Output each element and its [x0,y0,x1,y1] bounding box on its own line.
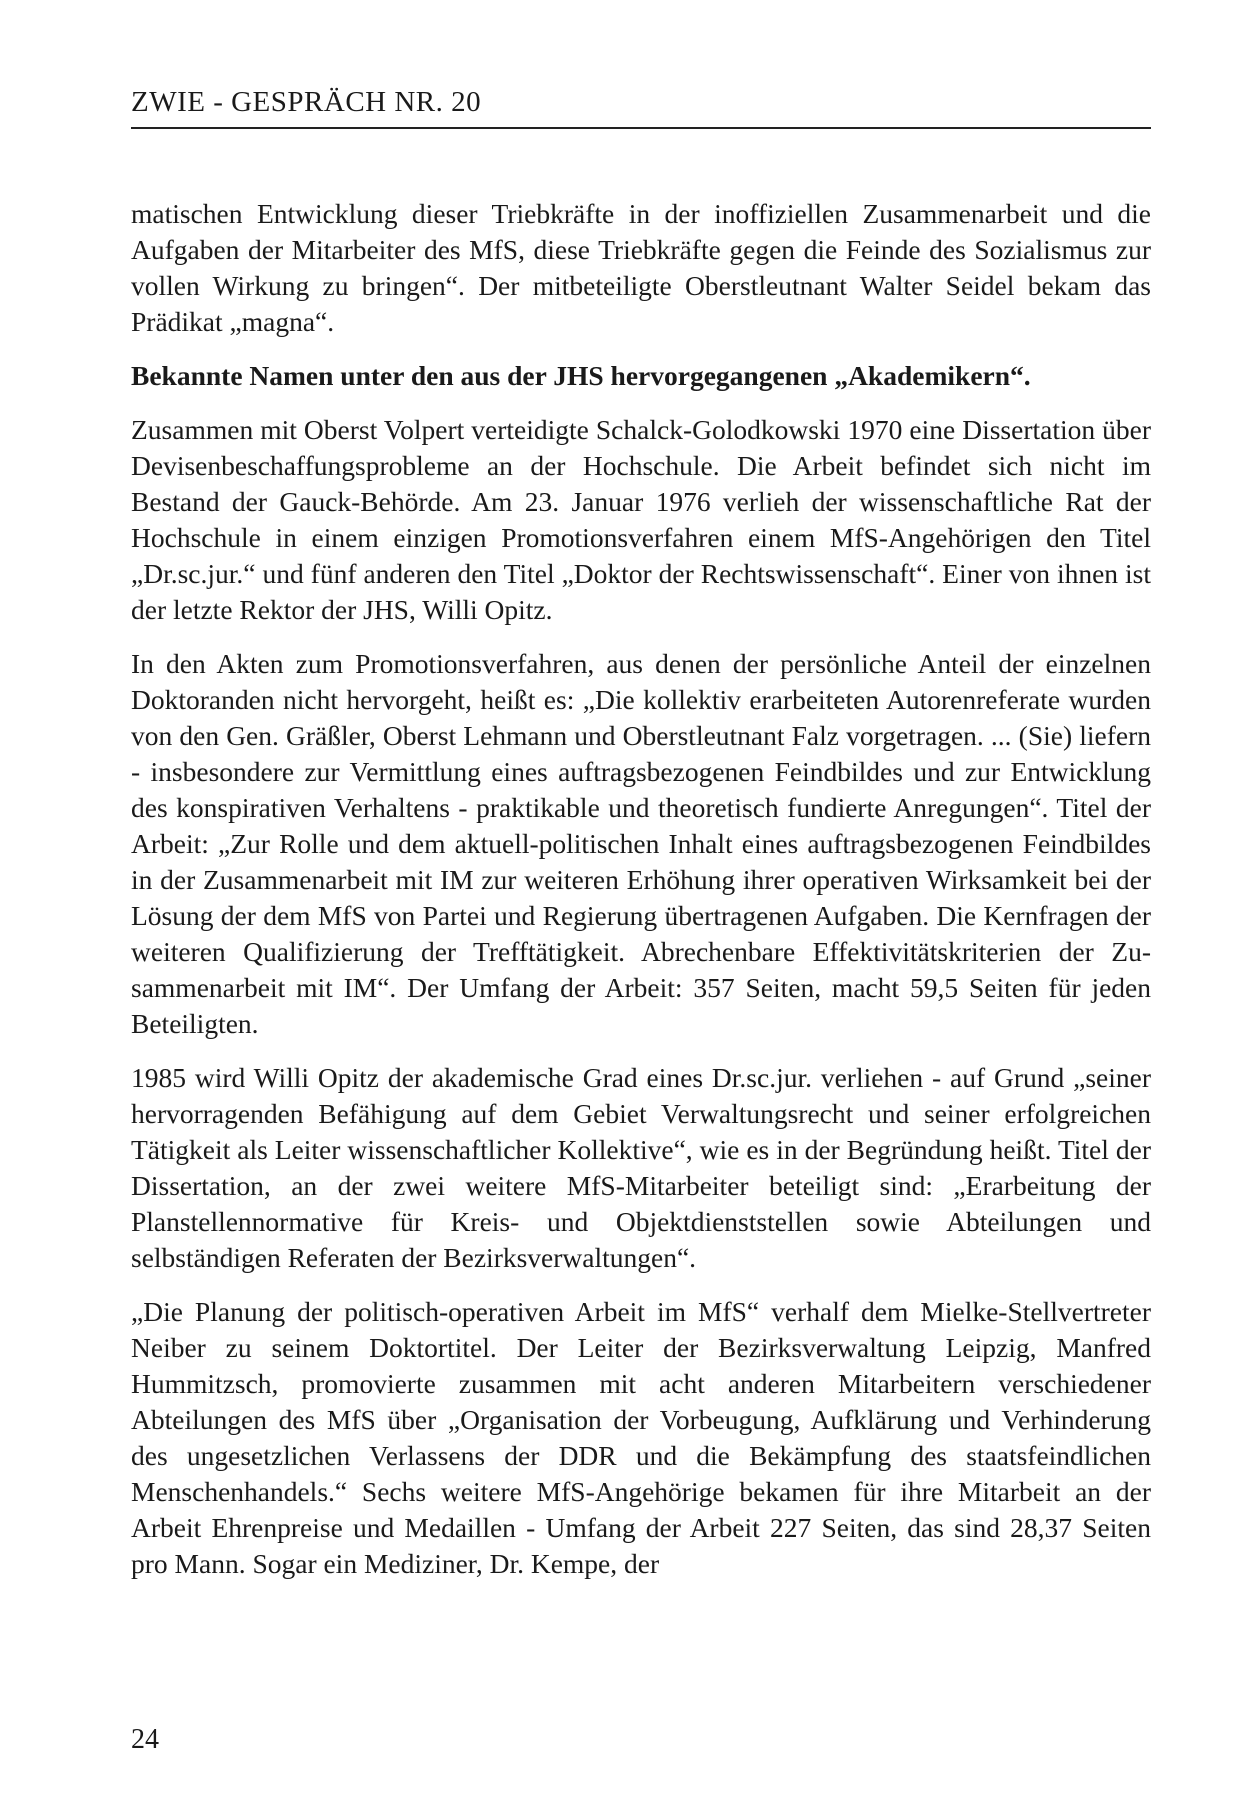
paragraph-3: In den Akten zum Promotionsverfahren, aus denen der persönliche Anteil der einzelnen Doktoranden nicht hervorgeht, heißt es: „Die kollektiv erarbeiteten Autorenreferate wurden von den Gen. Gräßler, Oberst Lehmann und Oberstleutnant Falz vorgetragen. ... (Sie) liefern - insbesondere zur Vermittlung eines auftragsbezogenen Feindbildes und zur Entwicklung des konspirativen Verhaltens - praktikable und theoretisch fundierte Anregungen“. Titel der Arbeit: „Zur Rolle und dem aktuell-politischen Inhalt eines auftragsbezogenen Feindbildes in der Zusammenarbeit mit IM zur weiteren Erhöhung ihrer operativen Wirksamkeit bei der Lösung der dem MfS von Partei und Regierung übertragenen Aufgaben. Die Kernfragen der weiteren Qualifizierung der Trefftätigkeit. Abrechenbare Effektivitätskriterien der Zusammenarbeit mit IM“. Der Umfang der Arbeit: 357 Seiten, macht 59,5 Seiten für jeden Beteiligten. [131,648,1151,1039]
section-heading: Bekannte Namen unter den aus der JHS hervorgegangenen „Akademikern“. [131,360,1031,391]
paragraph-4: 1985 wird Willi Opitz der akademische Grad eines Dr.sc.jur. verliehen - auf Grund „seiner hervorragenden Befähigung auf dem Gebiet Verwaltungsrecht und seiner erfolgreichen Tätigkeit als Leiter wissenschaftlicher Kollektive“, wie es in der Begründung heißt. Titel der Dissertation, an der zwei weitere MfS-Mitarbeiter beteiligt sind: „Erarbeitung der Planstellennormative für Kreis- und Objektdienststellen sowie Abteilungen und selbständigen Referaten der Bezirksverwaltungen“. [131,1062,1151,1273]
paragraph-5: „Die Planung der politisch-operativen Arbeit im MfS“ verhalf dem Mielke-Stellvertreter Neiber zu seinem Doktortitel. Der Leiter der Bezirksverwaltung Leipzig, Manfred Hummitzsch, promovierte zusammen mit acht anderen Mitarbeitern verschiedener Abteilungen des MfS über „Organisation der Vorbeugung, Aufklärung und Verhinderung des ungesetzlichen Verlassens der DDR und die Bekämpfung des staatsfeindlichen Menschenhandels.“ Sechs weitere MfS-Angehörige bekamen für ihre Mitarbeit an der Arbeit Ehrenpreise und Medaillen - Umfang der Arbeit 227 Seiten, das sind 28,37 Seiten pro Mann. Sogar ein Mediziner, Dr. Kempe, der [131,1296,1151,1579]
header-rule [131,127,1151,129]
page-number: 24 [131,1724,159,1755]
paragraph-2: Zusammen mit Oberst Volpert verteidigte Schalck-Golodkowski 1970 eine Dissertation über Devisenbeschaffungsprobleme an der Hochschule. Die Arbeit befindet sich nicht im Bestand der Gauck-Behörde. Am 23. Januar 1976 verlieh der wissenschaftliche Rat der Hochschule in einem einzigen Promotionsverfahren einem MfS-Angehörigen den Titel „Dr.sc.jur.“ und fünf anderen den Titel „Doktor der Rechtswissenschaft“. Einer von ihnen ist der letzte Rektor der JHS, Willi Opitz. [131,414,1151,625]
running-title: ZWIE - GESPRÄCH NR. 20 [131,86,482,118]
body-text [131,196,1151,1600]
paragraph-1: matischen Entwicklung dieser Triebkräfte in der inoffiziellen Zusammenarbeit und die Aufgaben der Mitarbeiter des MfS, diese Triebkräfte gegen die Feinde des Sozialismus zur vollen Wirkung zu bringen“. Der mitbeteiligte Oberstleutnant Walter Seidel bekam das Prädikat „magna“. [131,198,1151,337]
